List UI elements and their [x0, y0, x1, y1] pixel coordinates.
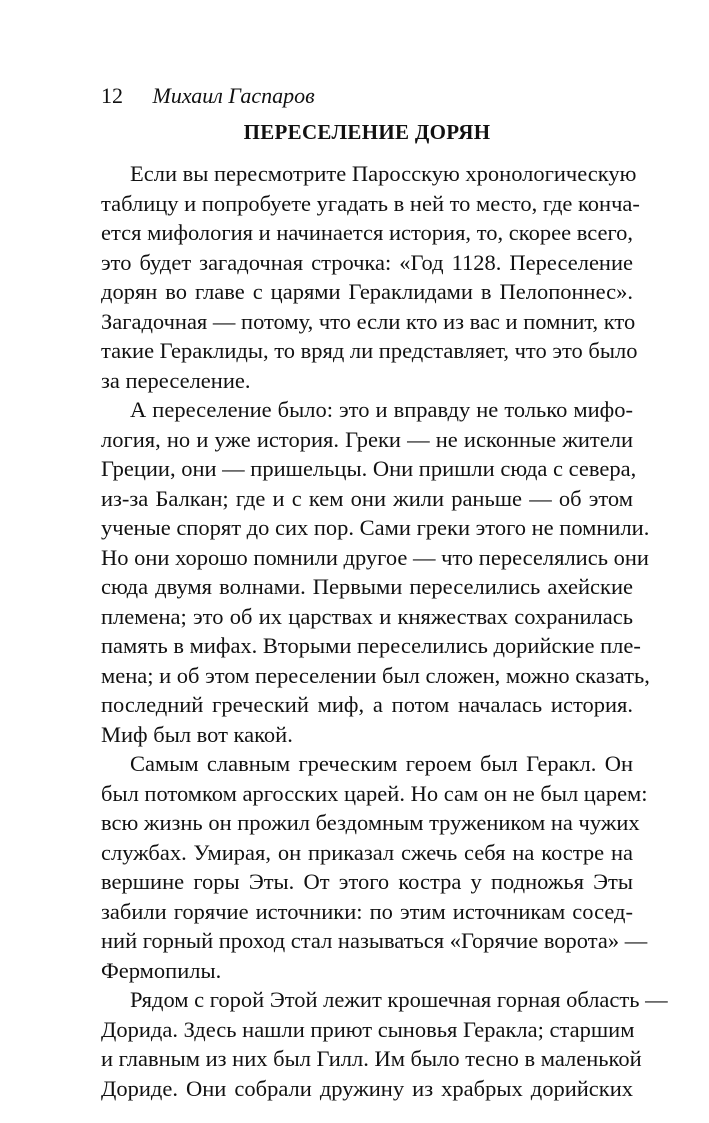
- text-line: ученые спорят до сих пор. Сами греки этого не помнили.: [101, 515, 650, 540]
- text-line: ний горный проход стал называться «Горячие ворота» —: [101, 928, 648, 953]
- text-line: Дориде. Они собрали дружину из храбрых дорийских: [101, 1075, 633, 1101]
- text-line: сюда двумя волнами. Первыми переселились ахейские: [101, 574, 633, 599]
- text-line: Греции, они — пришельцы. Они пришли сюда с севера,: [101, 456, 637, 481]
- text-line: последний греческий миф, а потом началась история.: [101, 692, 633, 717]
- text-line: таблицу и попробуете угадать в ней то место, где конча-: [101, 190, 640, 216]
- running-head: [101, 82, 315, 110]
- text-line: это будет загадочная строчка: «Год 1128. Переселение: [101, 249, 633, 275]
- text-line: Миф был вот какой.: [101, 721, 293, 747]
- text-line: Фермопилы.: [101, 957, 222, 983]
- text-line: и главным из них был Гилл. Им было тесно в маленькой: [101, 1046, 642, 1071]
- text-line: всю жизнь он прожил бездомным тружеником на чужих: [101, 810, 640, 835]
- text-line: Самым славным греческим героем был Геракл. Он: [130, 751, 633, 776]
- text-line: вершине горы Эты. От этого костра у подножья Эты: [101, 869, 633, 894]
- text-line: Рядом с горой Этой лежит крошечная горная область —: [130, 987, 668, 1012]
- text-line: Но они хорошо помнили другое — что переселялись они: [101, 544, 649, 570]
- text-line: память в мифах. Вторыми переселились дорийские пле-: [101, 633, 641, 658]
- text-line: мена; и об этом переселении был сложен, можно сказать,: [101, 662, 650, 688]
- text-line: за переселение.: [101, 367, 251, 393]
- body-text: [101, 159, 668, 1103]
- text-line: дорян во главе с царями Гераклидами в Пелопоннес».: [101, 279, 633, 304]
- text-line: Дорида. Здесь нашли приют сыновья Геракла; старшим: [101, 1016, 635, 1042]
- text-line: был потомком аргосских царей. Но сам он не был царем:: [101, 780, 648, 806]
- page-number: 12: [101, 83, 123, 108]
- text-line: Если вы пересмотрите Паросскую хронологическую: [130, 161, 637, 186]
- text-line: забили горячие источники: по этим источникам сосед-: [101, 898, 633, 924]
- text-line: из-за Балкан; где и с кем они жили раньше — об этом: [101, 485, 633, 511]
- text-line: ется мифология и начинается история, то, скорее всего,: [101, 220, 633, 245]
- text-line: Загадочная — потому, что если кто из вас и помнит, кто: [101, 308, 636, 334]
- text-line: логия, но и уже история. Греки — не исконные жители: [101, 426, 633, 452]
- text-line: А переселение было: это и вправду не только мифо-: [130, 397, 633, 422]
- chapter-title: ПЕРЕСЕЛЕНИЕ ДОРЯН: [243, 120, 491, 144]
- text-line: службах. Умирая, он приказал сжечь себя на костре на: [101, 839, 633, 865]
- text-line: такие Гераклиды, то вряд ли представляет, что это было: [101, 338, 638, 363]
- running-head-author: Михаил Гаспаров: [152, 83, 315, 108]
- text-line: племена; это об их царствах и княжествах сохранилась: [101, 603, 633, 629]
